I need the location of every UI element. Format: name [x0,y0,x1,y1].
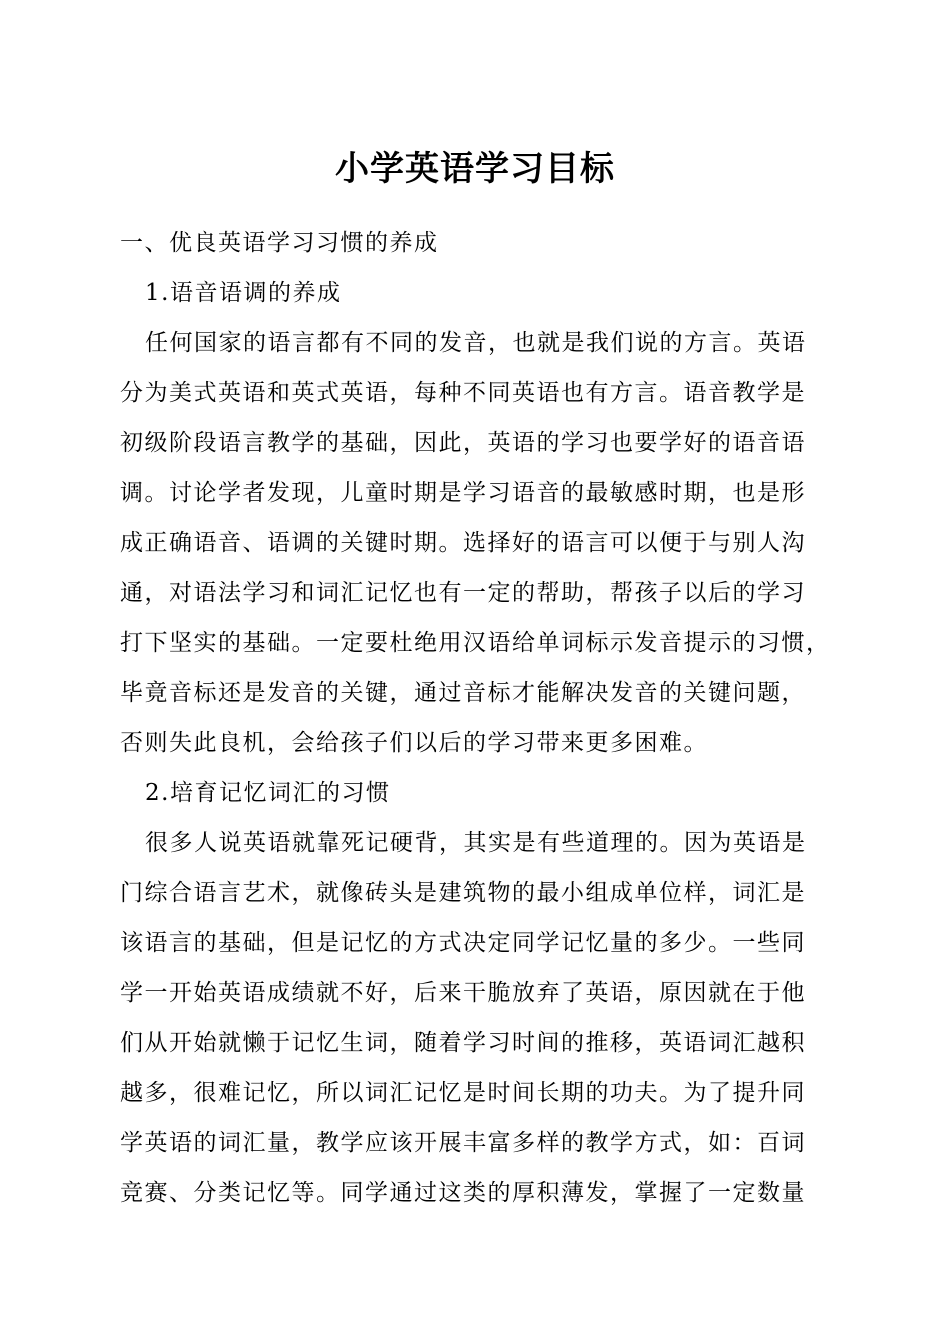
paragraph-line: 成正确语音、语调的关键时期。选择好的语言可以便于与别人沟 [120,530,806,556]
paragraph-line: 门综合语言艺术，就像砖头是建筑物的最小组成单位样，词汇是 [120,880,806,906]
paragraph-line: 越多，很难记忆，所以词汇记忆是时间长期的功夫。为了提升同 [120,1080,806,1106]
paragraph-line: 调。讨论学者发现，儿童时期是学习语音的最敏感时期，也是形 [120,480,806,506]
page-title: 小学英语学习目标 [335,149,615,189]
paragraph-line: 学英语的词汇量，教学应该开展丰富多样的教学方式，如：百词 [120,1130,806,1156]
section-heading: 一、优良英语学习习惯的养成 [120,230,439,256]
document-body [120,218,835,1218]
paragraph-line: 否则失此良机，会给孩子们以后的学习带来更多困难。 [120,730,708,756]
paragraph-line: 初级阶段语言教学的基础，因此，英语的学习也要学好的语音语 [120,430,806,456]
paragraph-line: 毕竟音标还是发音的关键，通过音标才能解决发音的关键问题， [120,680,806,706]
paragraph-line: 任何国家的语言都有不同的发音，也就是我们说的方言。英语 [145,330,807,356]
paragraph-line: 学一开始英语成绩就不好，后来干脆放弃了英语，原因就在于他 [120,980,806,1006]
paragraph-line: 竞赛、分类记忆等。同学通过这类的厚积薄发，掌握了一定数量 [120,1180,806,1206]
paragraph-line: 通，对语法学习和词汇记忆也有一定的帮助，帮孩子以后的学习 [120,580,806,606]
subsection-heading: 1.语音语调的养成 [145,280,342,306]
paragraph-line: 该语言的基础，但是记忆的方式决定同学记忆量的多少。一些同 [120,930,806,956]
paragraph-line: 分为美式英语和英式英语，每种不同英语也有方言。语音教学是 [120,380,806,406]
subsection-heading: 2.培育记忆词汇的习惯 [145,780,391,806]
paragraph-line: 们从开始就懒于记忆生词，随着学习时间的推移，英语词汇越积 [120,1030,806,1056]
paragraph-line: 很多人说英语就靠死记硬背，其实是有些道理的。因为英语是 [145,830,807,856]
paragraph-line: 打下坚实的基础。一定要杜绝用汉语给单词标示发音提示的习惯， [120,630,831,656]
